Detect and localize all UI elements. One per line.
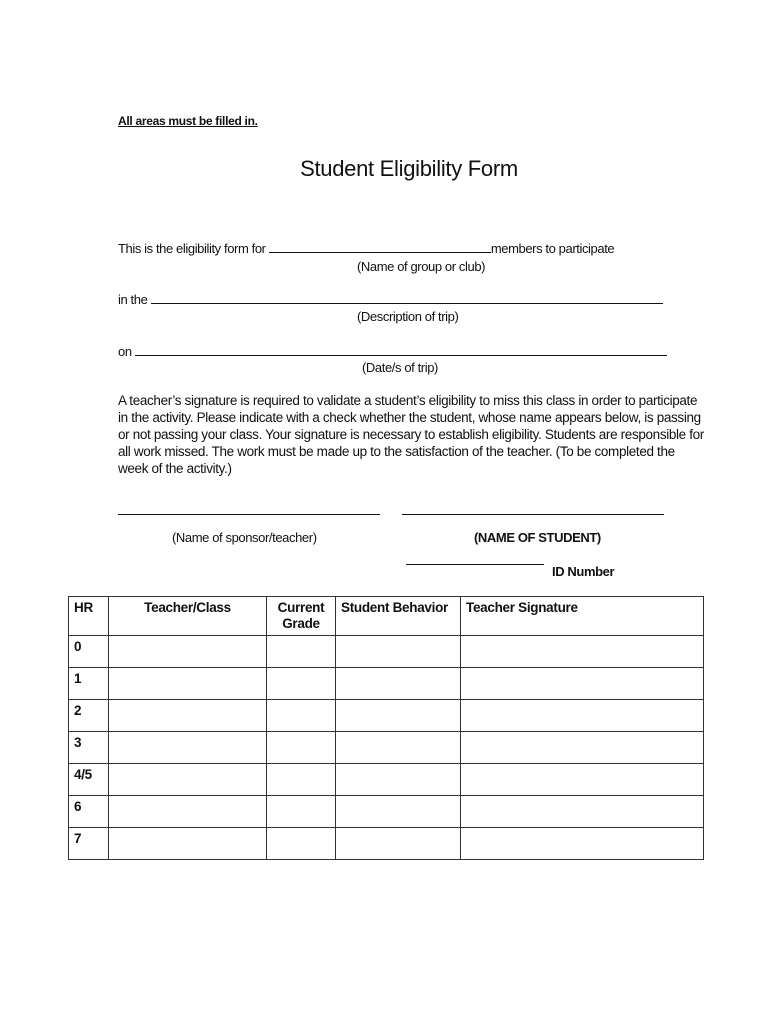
student-behavior-cell[interactable]: [336, 732, 461, 764]
group-line-suffix: members to participate: [490, 241, 615, 256]
date-caption: (Date/s of trip): [362, 360, 438, 375]
hr-cell: 2: [69, 700, 109, 732]
table-row: [69, 828, 704, 860]
trip-description-field[interactable]: [151, 291, 663, 304]
teacher-signature-cell[interactable]: [461, 668, 704, 700]
teacher-class-cell[interactable]: [109, 636, 267, 668]
table-header-row: [69, 597, 704, 636]
current-grade-cell[interactable]: [267, 732, 336, 764]
sponsor-signature-line[interactable]: [118, 514, 380, 515]
teacher-signature-cell[interactable]: [461, 732, 704, 764]
date-line-prefix: on: [118, 344, 132, 359]
student-behavior-cell[interactable]: [336, 828, 461, 860]
header-current-grade: Current Grade: [267, 597, 336, 636]
id-number-line[interactable]: [406, 564, 544, 565]
hr-cell: 6: [69, 796, 109, 828]
hr-cell: 0: [69, 636, 109, 668]
group-line-prefix: This is the eligibility form for: [118, 241, 266, 256]
teacher-signature-cell[interactable]: [461, 636, 704, 668]
current-grade-cell[interactable]: [267, 700, 336, 732]
teacher-class-cell[interactable]: [109, 828, 267, 860]
student-behavior-cell[interactable]: [336, 700, 461, 732]
header-teacher-signature: Teacher Signature: [461, 597, 704, 636]
required-notice: All areas must be filled in.: [118, 114, 258, 128]
group-name-field[interactable]: [269, 240, 491, 253]
id-number-label: ID Number: [552, 564, 615, 579]
table-row: [69, 732, 704, 764]
header-teacher-class: Teacher/Class: [109, 597, 267, 636]
teacher-class-cell[interactable]: [109, 732, 267, 764]
trip-line-prefix: in the: [118, 292, 148, 307]
hr-cell: 7: [69, 828, 109, 860]
student-name-line[interactable]: [402, 514, 664, 515]
table-row: [69, 796, 704, 828]
current-grade-cell[interactable]: [267, 796, 336, 828]
trip-caption: (Description of trip): [357, 309, 459, 324]
teacher-signature-cell[interactable]: [461, 828, 704, 860]
trip-line: [118, 291, 663, 307]
table-row: [69, 668, 704, 700]
teacher-class-cell[interactable]: [109, 668, 267, 700]
table-row: [69, 636, 704, 668]
teacher-signature-cell[interactable]: [461, 796, 704, 828]
current-grade-cell[interactable]: [267, 828, 336, 860]
eligibility-table: [68, 596, 704, 860]
hr-cell: 3: [69, 732, 109, 764]
header-hr: HR: [69, 597, 109, 636]
student-behavior-cell[interactable]: [336, 796, 461, 828]
instructions-paragraph: A teacher’s signature is required to validate a student’s eligibility to miss this class in order to participate in the activity. Please indicate with a check whether the student, whose name appears below, is passing or not passing your class. Your signature is necessary to establish eligibility. Students are responsible for all work missed. The work must be made up to the satisfaction of the teacher. (To be completed the week of the activity.): [118, 393, 704, 476]
group-line: [118, 240, 614, 256]
teacher-class-cell[interactable]: [109, 764, 267, 796]
teacher-signature-cell[interactable]: [461, 700, 704, 732]
current-grade-cell[interactable]: [267, 636, 336, 668]
hr-cell: 4/5: [69, 764, 109, 796]
student-caption: (NAME OF STUDENT): [474, 530, 601, 545]
group-caption: (Name of group or club): [357, 259, 486, 274]
header-student-behavior: Student Behavior: [336, 597, 461, 636]
student-behavior-cell[interactable]: [336, 668, 461, 700]
date-line: [118, 343, 667, 359]
table-row: [69, 764, 704, 796]
student-behavior-cell[interactable]: [336, 636, 461, 668]
current-grade-cell[interactable]: [267, 668, 336, 700]
student-behavior-cell[interactable]: [336, 764, 461, 796]
teacher-class-cell[interactable]: [109, 700, 267, 732]
trip-dates-field[interactable]: [135, 343, 667, 356]
teacher-class-cell[interactable]: [109, 796, 267, 828]
page-title: Student Eligibility Form: [300, 156, 518, 181]
hr-cell: 1: [69, 668, 109, 700]
sponsor-caption: (Name of sponsor/teacher): [172, 530, 317, 545]
table-row: [69, 700, 704, 732]
current-grade-cell[interactable]: [267, 764, 336, 796]
teacher-signature-cell[interactable]: [461, 764, 704, 796]
